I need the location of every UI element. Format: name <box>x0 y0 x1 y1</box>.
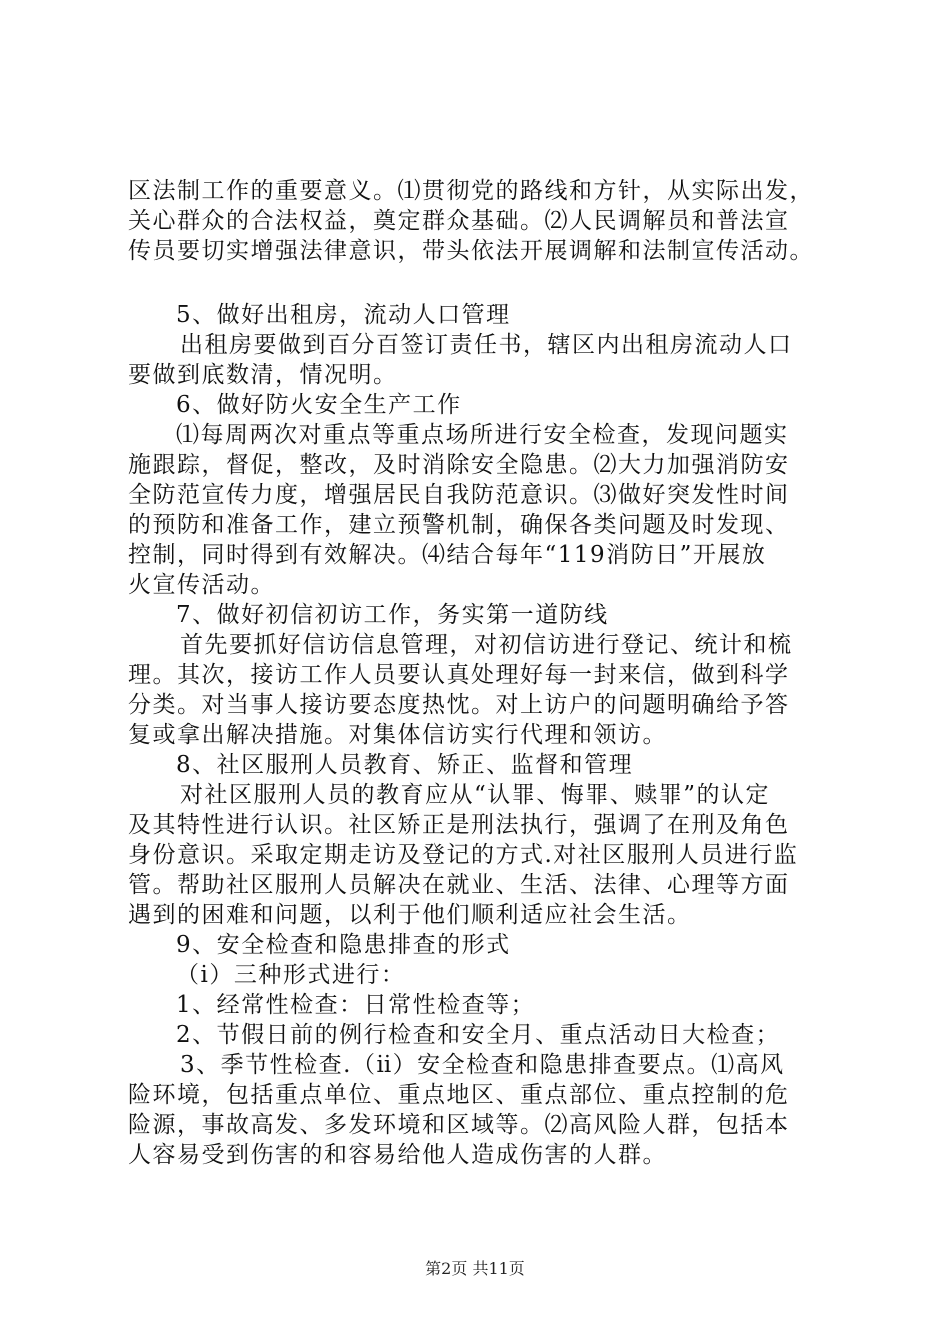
paragraph-gap <box>128 266 828 300</box>
paragraph-line: 首先要抓好信访信息管理，对初信访进行登记、统计和梳 <box>180 632 793 658</box>
paragraph-line: 人容易受到伤害的和容易给他人造成伤害的人群。 <box>128 1142 667 1168</box>
section-heading-5: 5、做好出租房，流动人口管理 <box>176 302 511 328</box>
paragraph-line: 区法制工作的重要意义。⑴贯彻党的路线和方针，从实际出发， <box>128 178 814 204</box>
document-body <box>128 176 828 1170</box>
section-heading-9: 9、安全检查和隐患排查的形式 <box>176 932 511 958</box>
section-heading-8: 8、社区服刑人员教育、矫正、监督和管理 <box>176 752 634 778</box>
page-number-footer: 第2页 共11页 <box>425 1259 525 1278</box>
list-item: 3、季节性检查.（ⅱ）安全检查和隐患排查要点。⑴高风 <box>180 1052 785 1078</box>
paragraph-line: 遇到的困难和问题，以利于他们顺利适应社会生活。 <box>128 902 692 928</box>
paragraph-line: 传员要切实增强法律意识，带头依法开展调解和法制宣传活动。 <box>128 238 814 264</box>
paragraph-line: 复或拿出解决措施。对集体信访实行代理和领访。 <box>128 722 667 748</box>
paragraph-line: 全防范宣传力度，增强居民自我防范意识。⑶做好突发性时间 <box>128 482 790 508</box>
paragraph-line: 的预防和准备工作，建立预警机制，确保各类问题及时发现、 <box>128 512 790 538</box>
paragraph-line: 管。帮助社区服刑人员解决在就业、生活、法律、心理等方面 <box>128 872 790 898</box>
paragraph-line: 险源，事故高发、多发环境和区域等。⑵高风险人群，包括本 <box>128 1112 790 1138</box>
paragraph-line: ⑴每周两次对重点等重点场所进行安全检查，发现问题实 <box>176 422 789 448</box>
paragraph-line: 对社区服刑人员的教育应从“认罪、悔罪、赎罪”的认定 <box>180 782 771 808</box>
paragraph-line: 及其特性进行认识。社区矫正是刑法执行，强调了在刑及角色 <box>128 812 790 838</box>
paragraph-line: 出租房要做到百分百签订责任书，辖区内出租房流动人口 <box>180 332 793 358</box>
list-item: 1、经常性检查：日常性检查等； <box>176 992 536 1018</box>
paragraph-line: 火宣传活动。 <box>128 572 275 598</box>
paragraph-line: 险环境，包括重点单位、重点地区、重点部位、重点控制的危 <box>128 1082 790 1108</box>
paragraph-line: 分类。对当事人接访要态度热忱。对上访户的问题明确给予答 <box>128 692 790 718</box>
paragraph-line: 身份意识。采取定期走访及登记的方式.对社区服刑人员进行监 <box>128 842 799 868</box>
section-heading-6: 6、做好防火安全生产工作 <box>176 392 462 418</box>
paragraph-line: 控制，同时得到有效解决。⑷结合每年“119消防日”开展放 <box>128 542 767 568</box>
paragraph-line: 要做到底数清，情况明。 <box>128 362 398 388</box>
section-heading-7: 7、做好初信初访工作，务实第一道防线 <box>176 602 609 628</box>
paragraph-line: 理。其次，接访工作人员要认真处理好每一封来信，做到科学 <box>128 662 790 688</box>
paragraph-line: 施跟踪，督促，整改，及时消除安全隐患。⑵大力加强消防安 <box>128 452 790 478</box>
list-item: 2、节假日前的例行检查和安全月、重点活动日大检查； <box>176 1022 781 1048</box>
list-heading: （ⅰ）三种形式进行： <box>176 962 406 988</box>
paragraph-line: 关心群众的合法权益，奠定群众基础。⑵人民调解员和普法宣 <box>128 208 790 234</box>
